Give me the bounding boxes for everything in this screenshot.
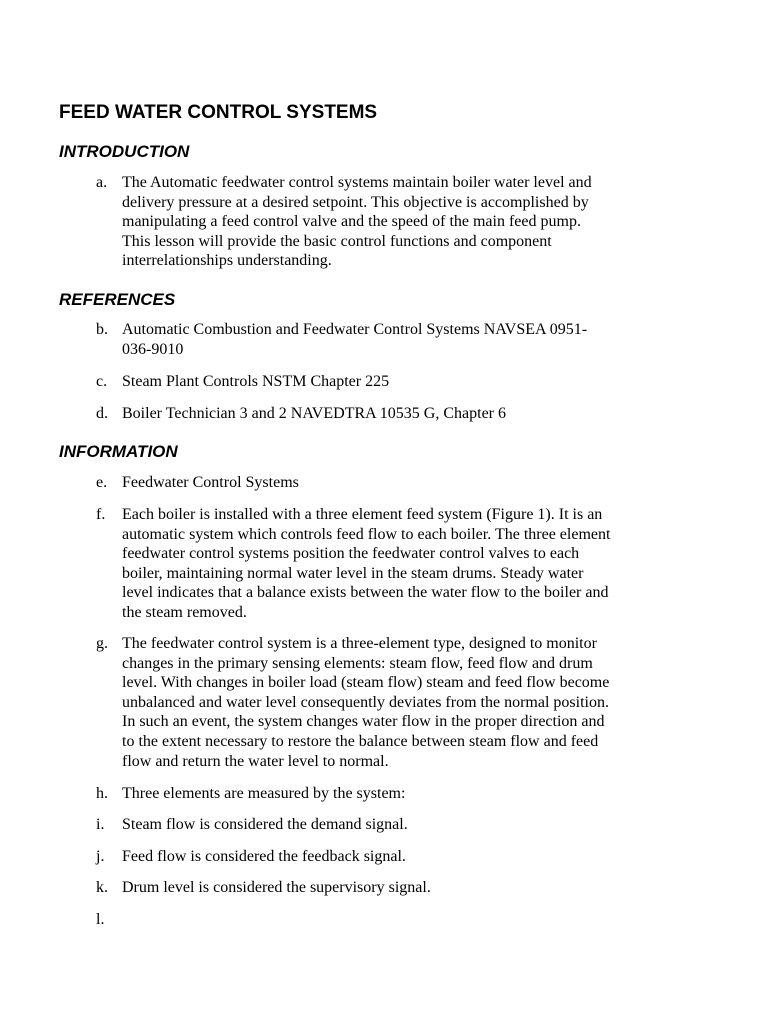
list-item-a bbox=[96, 173, 686, 271]
item-letter: j. bbox=[96, 848, 105, 865]
item-text bbox=[122, 404, 686, 424]
text-line: The feedwater control system is a three-element type, designed to monitor bbox=[122, 635, 597, 652]
item-text bbox=[122, 847, 686, 867]
text-line: level indicates that a balance exists between the water flow to the boiler and bbox=[122, 584, 609, 602]
item-letter: b. bbox=[96, 321, 108, 338]
text-line: Boiler Technician 3 and 2 NAVEDTRA 10535 G, Chapter 6 bbox=[122, 405, 507, 422]
item-letter: f. bbox=[96, 506, 106, 523]
text-line: level. With changes in boiler load (steam flow) steam and feed flow become bbox=[122, 674, 610, 692]
item-letter: d. bbox=[96, 405, 108, 422]
text-line: changes in the primary sensing elements: steam flow, feed flow and drum bbox=[122, 654, 593, 672]
item-letter: l. bbox=[96, 911, 105, 928]
item-letter: h. bbox=[96, 785, 108, 802]
text-line: Feed flow is considered the feedback signal. bbox=[122, 848, 406, 865]
text-line: This lesson will provide the basic control functions and component bbox=[122, 232, 552, 250]
text-line: Feedwater Control Systems bbox=[122, 474, 299, 491]
text-line: The Automatic feedwater control systems maintain boiler water level and bbox=[122, 174, 592, 191]
list-item-h bbox=[96, 784, 686, 804]
item-text bbox=[122, 505, 686, 623]
introduction-heading: INTRODUCTION bbox=[59, 142, 190, 161]
item-letter: c. bbox=[96, 373, 108, 390]
text-line: to the extent necessary to restore the balance between steam flow and feed bbox=[122, 732, 599, 750]
item-text bbox=[122, 634, 686, 771]
list-item-f bbox=[96, 505, 686, 623]
item-letter: g. bbox=[96, 635, 108, 652]
item-text bbox=[122, 910, 686, 930]
item-letter: e. bbox=[96, 474, 108, 491]
text-line: the steam removed. bbox=[122, 603, 247, 621]
text-line: automatic system which controls feed flow to each boiler. The three element bbox=[122, 525, 611, 543]
item-text bbox=[122, 473, 686, 493]
item-letter: a. bbox=[96, 174, 108, 191]
text-line: unbalanced and water level consequently deviates from the normal position. bbox=[122, 693, 609, 711]
list-item-k bbox=[96, 878, 686, 898]
list-item-i bbox=[96, 815, 686, 835]
item-text bbox=[122, 372, 686, 392]
text-line: Steam flow is considered the demand signal. bbox=[122, 816, 408, 833]
text-line: boiler, maintaining normal water level in the steam drums. Steady water bbox=[122, 564, 584, 582]
item-text bbox=[122, 320, 686, 359]
text-line: feedwater control systems position the feedwater control valves to each bbox=[122, 545, 580, 563]
list-item-g bbox=[96, 634, 686, 771]
text-line: Three elements are measured by the system: bbox=[122, 785, 406, 802]
list-item-c bbox=[96, 372, 686, 392]
item-text bbox=[122, 878, 686, 898]
item-text bbox=[122, 173, 686, 271]
text-line: Steam Plant Controls NSTM Chapter 225 bbox=[122, 373, 390, 390]
list-item-b bbox=[96, 320, 686, 359]
text-line: manipulating a feed control valve and the speed of the main feed pump. bbox=[122, 213, 581, 231]
document-title: FEED WATER CONTROL SYSTEMS bbox=[59, 102, 378, 123]
item-text bbox=[122, 815, 686, 835]
item-letter: k. bbox=[96, 879, 108, 896]
item-text bbox=[122, 784, 686, 804]
list-item-j bbox=[96, 847, 686, 867]
text-line: flow and return the water level to normal. bbox=[122, 752, 389, 770]
text-line: delivery pressure at a desired setpoint. This objective is accomplished by bbox=[122, 193, 589, 211]
text-line: Automatic Combustion and Feedwater Control Systems NAVSEA 0951- bbox=[122, 321, 588, 338]
text-line: Drum level is considered the supervisory signal. bbox=[122, 879, 431, 896]
text-line: interrelationships understanding. bbox=[122, 252, 332, 270]
text-line: Each boiler is installed with a three element feed system (Figure 1). It is an bbox=[122, 506, 603, 523]
references-heading: REFERENCES bbox=[59, 290, 176, 309]
text-line: 036-9010 bbox=[122, 340, 184, 358]
list-item-e bbox=[96, 473, 686, 493]
information-heading: INFORMATION bbox=[59, 442, 178, 461]
list-item-d bbox=[96, 404, 686, 424]
text-line: In such an event, the system changes water flow in the proper direction and bbox=[122, 713, 605, 731]
item-letter: i. bbox=[96, 816, 105, 833]
list-item-l bbox=[96, 910, 686, 930]
